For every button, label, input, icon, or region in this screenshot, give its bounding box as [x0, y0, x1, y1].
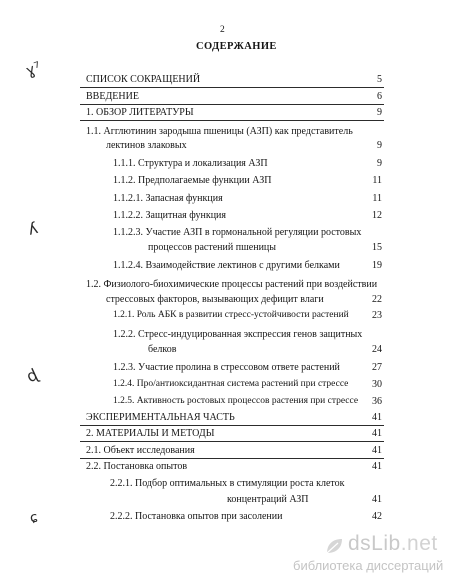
toc-page: 41: [372, 494, 382, 505]
divider: [80, 87, 384, 88]
watermark-tagline: библиотека диссертаций: [293, 558, 444, 573]
toc-page: 30: [372, 379, 382, 390]
toc-entry-1-2-1: 1.2.1. Роль АБК в развитии стресс-устойчивости растений: [113, 310, 349, 320]
divider: [80, 458, 384, 459]
margin-mark-4: ɕ: [28, 509, 40, 527]
watermark-tld: .net: [400, 532, 438, 555]
toc-entry-2-2-1-line1: 2.2.1. Подбор оптимальных в стимуляции роста клеток: [110, 478, 345, 489]
toc-entry-1-1-line1: 1.1. Агглютинин зародыша пшеницы (АЗП) как представитель: [86, 126, 353, 137]
toc-entry-1-1-2-3-line2: процессов растений пшеницы: [148, 242, 276, 253]
toc-page: 9: [377, 107, 382, 118]
toc-entry-1-2-2-line2: белков: [148, 344, 177, 355]
toc-page: 22: [372, 294, 382, 305]
toc-page: 41: [372, 428, 382, 439]
toc-page: 9: [377, 140, 382, 151]
toc-entry-1-1-2-2: 1.1.2.2. Защитная функция: [113, 210, 227, 221]
divider: [80, 441, 384, 442]
margin-mark-1: ɣ⁷: [23, 57, 44, 81]
toc-page: 41: [372, 412, 382, 423]
toc-page: 11: [372, 175, 382, 186]
toc-heading: СОДЕРЖАНИЕ: [196, 41, 277, 52]
toc-entry-1-1-1: 1.1.1. Структура и локализация АЗП: [113, 158, 268, 169]
toc-entry-2-2: 2.2. Постановка опытов: [86, 461, 188, 472]
toc-entry-1-2-line1: 1.2. Физиолого-биохимические процессы растений при воздействии: [86, 279, 378, 290]
toc-entry-1-2-3: 1.2.3. Участие пролина в стрессовом ответе растений: [113, 362, 340, 373]
page-number: 2: [220, 25, 225, 35]
toc-page: 5: [377, 74, 382, 85]
toc-page: 36: [372, 396, 382, 407]
toc-page: 15: [372, 242, 382, 253]
toc-entry-1-1-2-1: 1.1.2.1. Запасная функция: [113, 193, 223, 204]
toc-entry-1-2-line2: стрессовых факторов, вызывающих дефицит влаги: [106, 294, 324, 305]
divider: [80, 425, 384, 426]
toc-entry-experimental: ЭКСПЕРИМЕНТАЛЬНАЯ ЧАСТЬ: [86, 412, 235, 423]
toc-entry-literature-review: 1. ОБЗОР ЛИТЕРАТУРЫ: [86, 107, 194, 118]
toc-page: 41: [372, 445, 382, 456]
toc-entry-1-2-4: 1.2.4. Про/антиоксидантная система растений при стрессе: [113, 379, 349, 389]
margin-mark-2: ʎ: [25, 218, 40, 239]
toc-entry-materials-methods: 2. МАТЕРИАЛЫ И МЕТОДЫ: [86, 428, 215, 439]
toc-entry-1-2-5: 1.2.5. Активность ростовых процессов растения при стрессе: [113, 396, 359, 406]
toc-entry-1-1-2: 1.1.2. Предполагаемые функции АЗП: [113, 175, 272, 186]
divider: [80, 104, 384, 105]
toc-page: 41: [372, 461, 382, 472]
toc-page: 42: [372, 511, 382, 522]
toc-entry-2-2-1-line2: концентраций АЗП: [227, 494, 309, 505]
toc-entry-1-2-2-line1: 1.2.2. Стресс-индуцированная экспрессия генов защитных: [113, 329, 363, 340]
toc-entry-2-1: 2.1. Объект исследования: [86, 445, 195, 456]
toc-page: 27: [372, 362, 382, 373]
divider: [80, 120, 384, 121]
margin-mark-3: ɖ: [23, 364, 41, 387]
toc-entry-1-1-2-3-line1: 1.1.2.3. Участие АЗП в гормональной регуляции ростовых: [113, 227, 362, 238]
toc-entry-abbreviations: СПИСОК СОКРАЩЕНИЙ: [86, 74, 201, 85]
watermark-logo: [348, 532, 438, 556]
toc-entry-introduction: ВВЕДЕНИЕ: [86, 91, 139, 102]
leaf-logo-icon: [324, 536, 344, 556]
toc-page: 9: [377, 158, 382, 169]
toc-page: 6: [377, 91, 382, 102]
toc-page: 23: [372, 310, 382, 321]
toc-page: 24: [372, 344, 382, 355]
toc-page: 12: [372, 210, 382, 221]
watermark-brand: dsLib: [348, 532, 401, 555]
toc-entry-1-1-2-4: 1.1.2.4. Взаимодействие лектинов с другими белками: [113, 260, 340, 271]
toc-entry-1-1-line2: лектинов злаковых: [106, 140, 187, 151]
toc-page: 11: [372, 193, 382, 204]
toc-page: 19: [372, 260, 382, 271]
toc-entry-2-2-2: 2.2.2. Постановка опытов при засолении: [110, 511, 283, 522]
